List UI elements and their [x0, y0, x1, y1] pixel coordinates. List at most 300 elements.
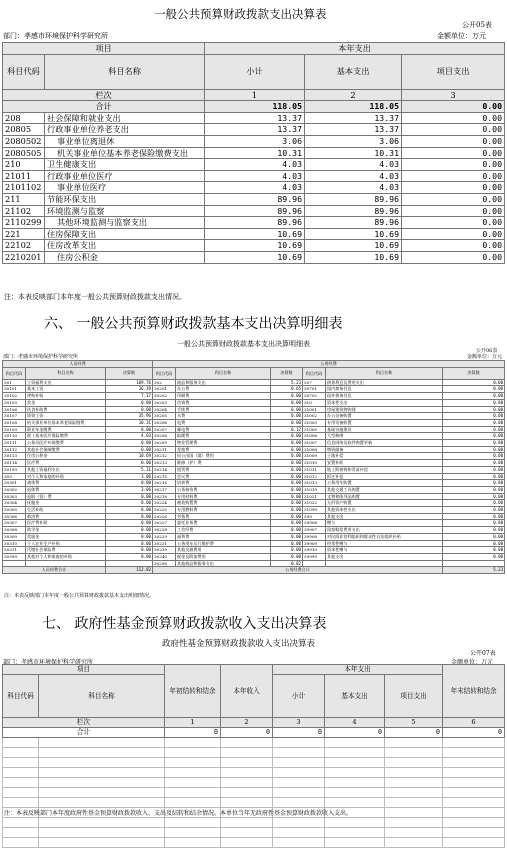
- s2-header-amount-3: 决算数: [443, 367, 505, 379]
- s2-personnel-amount: 0.00: [106, 446, 153, 453]
- s2-goods-amount: 0.65: [271, 386, 303, 393]
- s3-empty-cell: [273, 768, 325, 778]
- s3-total-income: 0: [221, 728, 273, 738]
- s1-row-basic: 89.96: [305, 193, 402, 205]
- s2-capital-name: 其他支出: [326, 513, 443, 520]
- s3-table-wrap: [2, 664, 504, 848]
- s2-goods-name: 手续费: [176, 406, 271, 413]
- s2-capital-code: 30701: [303, 386, 326, 393]
- s2-capital-code: 31007: [303, 440, 326, 447]
- s2-personnel-amount: 4.03: [106, 433, 153, 440]
- s2-row: [3, 527, 505, 534]
- s1-header-subtotal: 小计: [205, 54, 305, 89]
- s2-personnel-code: 30106: [3, 406, 26, 413]
- s1-row: [3, 170, 505, 182]
- s3-empty-cell: [325, 798, 385, 808]
- s1-row-code: 211: [3, 193, 45, 205]
- s2-public-total: 5.23: [443, 567, 505, 574]
- s3-total-basic: 0: [325, 728, 385, 738]
- s2-personnel-amount: 3.06: [106, 473, 153, 480]
- s1-row: [3, 135, 505, 147]
- s2-capital-code: 31010: [303, 460, 326, 467]
- s2-header-code-2: 科目代码: [153, 367, 176, 379]
- s3-empty-row: [3, 838, 505, 848]
- s1-dept: 部门：孝感市环境保护科学研究所: [3, 32, 108, 40]
- s3-empty-row: [3, 778, 505, 788]
- s2-personnel-code: 30311: [3, 547, 26, 554]
- s2-goods-name: 咨询费: [176, 399, 271, 406]
- s2-goods-amount: 0.00: [271, 486, 303, 493]
- s1-row-basic: 89.96: [305, 205, 402, 217]
- s3-empty-cell: [325, 778, 385, 788]
- s3-empty-cell: [385, 738, 443, 748]
- s3-empty-cell: [273, 798, 325, 808]
- s2-row: [3, 520, 505, 527]
- s1-row: [3, 193, 505, 205]
- s1-total-label: 合计: [3, 101, 205, 113]
- s2-personnel-amount: 0.00: [106, 513, 153, 520]
- s2-capital-code: 31099: [303, 507, 326, 514]
- s3-empty-cell: [385, 778, 443, 788]
- s1-header-basic: 基本支出: [305, 54, 402, 89]
- s1-row-basic: 3.06: [305, 135, 402, 147]
- s3-empty-cell: [385, 828, 443, 838]
- s2-capital-code: 39907: [303, 527, 326, 534]
- s2-personnel-code: 30101: [3, 386, 26, 393]
- s2-personnel-name: 奖励金: [26, 533, 106, 540]
- s1-row-project: 0.00: [402, 193, 505, 205]
- s1-row-basic: 10.69: [305, 228, 402, 240]
- s3-empty-cell: [39, 778, 165, 788]
- s2-capital-amount: 0.00: [443, 493, 505, 500]
- s1-rows: [3, 112, 505, 263]
- s2-personnel-code: 30102: [3, 393, 26, 400]
- s3-empty-cell: [165, 838, 221, 848]
- s3-empty-cell: [325, 828, 385, 838]
- s1-row-name: 事业单位离退休: [45, 135, 205, 147]
- s1-row-basic: 10.31: [305, 147, 402, 159]
- s2-table-code: 公开06表: [476, 348, 498, 354]
- s3-empty-cell: [273, 778, 325, 788]
- s3-empty-cell: [325, 788, 385, 798]
- s3-col-2: 2: [221, 718, 273, 728]
- s2-row: [3, 486, 505, 493]
- s3-empty-row: [3, 768, 505, 778]
- s2-personnel-code: 30103: [3, 399, 26, 406]
- s3-empty-cell: [385, 808, 443, 818]
- s2-goods-name: 专用材料费: [176, 493, 271, 500]
- s3-unit: 金额单位：万元: [451, 659, 494, 666]
- s2-goods-name: 物业管理费: [176, 440, 271, 447]
- s2-goods-name: 维修（护）费: [176, 460, 271, 467]
- s2-personnel-code: 30309: [3, 533, 26, 540]
- s2-capital-code: 39999: [303, 553, 326, 560]
- s2-row: [3, 513, 505, 520]
- s3-empty-cell: [273, 818, 325, 828]
- s1-row-name: 事业单位医疗: [45, 182, 205, 194]
- s3-empty-cell: [385, 838, 443, 848]
- s2-capital-amount: 0.00: [443, 513, 505, 520]
- s1-table-wrap: [2, 42, 504, 264]
- s1-header-project: 项目支出: [402, 54, 505, 89]
- s1-row-subtotal: 3.06: [205, 135, 305, 147]
- s2-personnel-name: 医疗费: [26, 460, 106, 467]
- s1-row-subtotal: 13.37: [205, 124, 305, 136]
- s2-goods-code: 30208: [153, 433, 176, 440]
- s2-goods-amount: 0.00: [271, 453, 303, 460]
- s3-empty-cell: [165, 798, 221, 808]
- s2-goods-code: 30216: [153, 480, 176, 487]
- s1-row-code: 2080505: [3, 147, 45, 159]
- s2-capital-amount: 0.00: [443, 540, 505, 547]
- s2-capital-amount: 0.00: [443, 413, 505, 420]
- s1-row-name: 行政事业单位医疗: [45, 170, 205, 182]
- s3-header-code: 科目代码: [3, 675, 39, 718]
- s3-empty-cell: [3, 818, 39, 828]
- s1-row-code: 22102: [3, 240, 45, 252]
- s3-empty-cell: [39, 758, 165, 768]
- s3-empty-cell: [3, 788, 39, 798]
- s3-title: 政府性基金预算财政拨款收入支出决算表: [162, 639, 316, 649]
- s2-row: [3, 399, 505, 406]
- s2-personnel-code: 30310: [3, 540, 26, 547]
- s2-personnel-amount: 0.00: [106, 540, 153, 547]
- s1-row-subtotal: 10.69: [205, 240, 305, 252]
- s2-capital-amount: 0.00: [443, 379, 505, 386]
- s2-capital-name: 信息网络及软件购置更新: [326, 440, 443, 447]
- s2-capital-code: 31009: [303, 453, 326, 460]
- s1-row-code: 2101102: [3, 182, 45, 194]
- s2-personnel-amount: 36.39: [106, 386, 153, 393]
- s3-empty-cell: [39, 738, 165, 748]
- s1-row: [3, 228, 505, 240]
- s3-empty-cell: [221, 788, 273, 798]
- s3-empty-cell: [3, 778, 39, 788]
- s1-row: [3, 124, 505, 136]
- s3-empty-cell: [221, 818, 273, 828]
- s1-row-code: 208: [3, 112, 45, 124]
- s2-header-name-1: 科目名称: [26, 367, 106, 379]
- s2-capital-name: 国内债务付息: [326, 386, 443, 393]
- s2-capital-code: 31022: [303, 500, 326, 507]
- s2-personnel-code: 30111: [3, 440, 26, 447]
- s2-personnel-name: 津贴补贴: [26, 393, 106, 400]
- s2-capital-amount: 0.00: [443, 486, 505, 493]
- s3-header-subtotal: 小计: [273, 675, 325, 718]
- s2-goods-name: 取暖费: [176, 433, 271, 440]
- s2-capital-name: 赠与: [326, 520, 443, 527]
- s2-goods-amount: 0.00: [271, 460, 303, 467]
- s3-header-project: 项目支出: [385, 675, 443, 718]
- s3-header-end: 年末结转和结余: [443, 665, 505, 718]
- s3-header-begin: 年初结转和结余: [165, 665, 221, 718]
- s2-capital-amount: 0.00: [443, 419, 505, 426]
- s2-goods-name: 电费: [176, 419, 271, 426]
- s2-row: [3, 426, 505, 433]
- s2-goods-name: 工会经费: [176, 527, 271, 534]
- s2-goods-amount: 0.00: [271, 533, 303, 540]
- s3-empty-cell: [443, 748, 505, 758]
- s1-row-subtotal: 13.37: [205, 112, 305, 124]
- s3-empty-cell: [39, 838, 165, 848]
- s1-row-name: 其他环境监测与监察支出: [45, 217, 205, 229]
- s2-capital-code: 39910: [303, 547, 326, 554]
- s2-personnel-code: 30307: [3, 520, 26, 527]
- s1-total-project: 0.00: [402, 101, 505, 113]
- s3-empty-cell: [273, 828, 325, 838]
- s2-goods-code: 30211: [153, 446, 176, 453]
- s2-row: [3, 379, 505, 386]
- s1-row-code: 20805: [3, 124, 45, 136]
- s2-row: [3, 533, 505, 540]
- s2-personnel-amount: 10.69: [106, 453, 153, 460]
- s2-capital-code: 31002: [303, 413, 326, 420]
- s1-table: [2, 42, 505, 264]
- s3-empty-row: [3, 788, 505, 798]
- s1-row-name: 住房改革支出: [45, 240, 205, 252]
- s2-goods-code: 30207: [153, 426, 176, 433]
- s3-col-4: 4: [325, 718, 385, 728]
- s2-capital-code: 310: [303, 399, 326, 406]
- s1-row-name: 社会保障和就业支出: [45, 112, 205, 124]
- s2-personnel-total: 112.82: [106, 567, 153, 574]
- section-7-heading: 七、 政府性基金预算财政拨款收入支出决算表: [42, 616, 327, 632]
- s2-personnel-name: 其他社会保障缴费: [26, 446, 106, 453]
- s3-empty-cell: [273, 838, 325, 848]
- s2-capital-amount: 0.00: [443, 433, 505, 440]
- s1-row: [3, 251, 505, 263]
- s2-personnel-name: 工资福利支出: [26, 379, 106, 386]
- s2-goods-name: 福利费: [176, 533, 271, 540]
- s3-empty-cell: [39, 818, 165, 828]
- s3-header-name: 科目名称: [39, 675, 165, 718]
- s3-col-3: 3: [273, 718, 325, 728]
- s1-col-label: 栏次: [3, 89, 205, 101]
- s2-capital-amount: 0.00: [443, 466, 505, 473]
- s2-header-amount-2: 决算数: [271, 367, 303, 379]
- s2-personnel-name: 生活补助: [26, 507, 106, 514]
- s2-capital-name: 办公设备购置: [326, 413, 443, 420]
- s2-goods-name: 印刷费: [176, 393, 271, 400]
- s2-capital-name: 债务利息及费用支出: [326, 379, 443, 386]
- s2-capital-code: [303, 560, 326, 567]
- s2-goods-name: 因公出国（境）费用: [176, 453, 271, 460]
- s2-goods-name: 其他交通费用: [176, 547, 271, 554]
- s1-row-project: 0.00: [402, 124, 505, 136]
- s1-row-project: 0.00: [402, 182, 505, 194]
- s2-personnel-code: 30304: [3, 500, 26, 507]
- s2-personnel-name: 基本工资: [26, 386, 106, 393]
- s2-goods-code: 30214: [153, 466, 176, 473]
- s3-empty-row: [3, 758, 505, 768]
- s3-empty-cell: [3, 738, 39, 748]
- s2-personnel-amount: 10.31: [106, 419, 153, 426]
- s3-empty-cell: [165, 748, 221, 758]
- s2-header-public: 公用经费: [153, 361, 505, 368]
- s3-empty-cell: [325, 818, 385, 828]
- s2-personnel-amount: 0.00: [106, 406, 153, 413]
- s2-header-amount-1: 决算数: [106, 367, 153, 379]
- s2-goods-amount: 0.00: [271, 406, 303, 413]
- s1-row-project: 0.00: [402, 228, 505, 240]
- s2-capital-code: 399: [303, 513, 326, 520]
- s2-personnel-name: 其他工资福利支出: [26, 466, 106, 473]
- s3-empty-cell: [325, 738, 385, 748]
- s2-row: [3, 460, 505, 467]
- s2-capital-amount: 0.00: [443, 446, 505, 453]
- s2-row: [3, 547, 505, 554]
- s2-row: [3, 500, 505, 507]
- s2-capital-code: 307: [303, 379, 326, 386]
- s2-goods-code: 30203: [153, 399, 176, 406]
- s2-header-name-3: 科目名称: [326, 367, 443, 379]
- s1-row-name: 住房保障支出: [45, 228, 205, 240]
- s2-personnel-name: 对个人和家庭的补助: [26, 473, 106, 480]
- s2-personnel-name: 公务员医疗补助缴费: [26, 440, 106, 447]
- s1-row-name: 环境监测与监察: [45, 205, 205, 217]
- s1-header-item: 项目: [3, 43, 205, 55]
- s3-empty-cell: [443, 738, 505, 748]
- s2-personnel-name: 职工基本医疗保险缴费: [26, 433, 106, 440]
- s2-unit: 金额单位：万元: [467, 354, 503, 360]
- s2-capital-code: 39906: [303, 520, 326, 527]
- s2-personnel-code: 30199: [3, 466, 26, 473]
- s3-empty-row: [3, 828, 505, 838]
- s2-capital-name: 无形资产购置: [326, 500, 443, 507]
- s2-capital-name: 土地补偿: [326, 453, 443, 460]
- s2-capital-name: 拆迁补偿: [326, 473, 443, 480]
- s2-capital-code: 31012: [303, 473, 326, 480]
- s3-empty-cell: [443, 768, 505, 778]
- s2-goods-name: 商品和服务支出: [176, 379, 271, 386]
- s1-row-subtotal: 89.96: [205, 217, 305, 229]
- s2-goods-name: 被装购置费: [176, 500, 271, 507]
- s3-empty-cell: [221, 738, 273, 748]
- s2-capital-code: 31008: [303, 446, 326, 453]
- s2-goods-amount: 0.00: [271, 507, 303, 514]
- s1-row: [3, 240, 505, 252]
- s3-empty-cell: [3, 798, 39, 808]
- s2-capital-amount: 0.00: [443, 406, 505, 413]
- s1-row-basic: 4.03: [305, 170, 402, 182]
- s2-row: [3, 553, 505, 560]
- s2-personnel-code: 30113: [3, 453, 26, 460]
- s2-capital-amount: 0.00: [443, 553, 505, 560]
- s1-row-subtotal: 4.03: [205, 182, 305, 194]
- s2-capital-code: 39908: [303, 533, 326, 540]
- s3-empty-cell: [443, 778, 505, 788]
- s2-goods-code: 30204: [153, 406, 176, 413]
- s2-goods-name: 公务用车运行维护费: [176, 540, 271, 547]
- s2-capital-code: 39909: [303, 540, 326, 547]
- s2-goods-code: 30231: [153, 540, 176, 547]
- s3-empty-cell: [385, 818, 443, 828]
- s2-capital-name: 对民间非营利组织和群众性自治组织补贴: [326, 533, 443, 540]
- s1-row: [3, 217, 505, 229]
- s2-goods-amount: 0.12: [271, 426, 303, 433]
- s2-capital-name: 房屋建筑物购建: [326, 406, 443, 413]
- s3-empty-cell: [273, 758, 325, 768]
- s3-col-6: 6: [443, 718, 505, 728]
- s1-row-project: 0.00: [402, 240, 505, 252]
- s1-row-subtotal: 89.96: [205, 205, 305, 217]
- s2-personnel-name: 退职（役）费: [26, 493, 106, 500]
- s2-capital-name: [326, 560, 443, 567]
- s3-note: 注：本表反映部门本年度政府性基金预算财政拨款收入、支出及结转和结余情况。本单位当年无政府性基金预算财政拨款收入支出。: [4, 810, 353, 817]
- s1-total-basic: 118.05: [305, 101, 402, 113]
- s2-capital-amount: 0.00: [443, 393, 505, 400]
- s2-personnel-amount: 3.06: [106, 486, 153, 493]
- s2-capital-amount: 0.00: [443, 547, 505, 554]
- s2-personnel-amount: 0.00: [106, 493, 153, 500]
- s2-row: [3, 540, 505, 547]
- s2-capital-name: 其他交通工具购置: [326, 486, 443, 493]
- s1-header-current: 本年支出: [205, 43, 505, 55]
- s2-personnel-name: 助学金: [26, 527, 106, 534]
- s2-capital-name: 公务用车购置: [326, 480, 443, 487]
- s2-goods-code: 30239: [153, 547, 176, 554]
- s2-goods-amount: 0.00: [271, 500, 303, 507]
- s2-goods-amount: 0.00: [271, 553, 303, 560]
- s3-empty-cell: [39, 788, 165, 798]
- s2-dept: 部门：孝感市环境保护科学研究所: [3, 354, 79, 360]
- s2-personnel-amount: 0.00: [106, 507, 153, 514]
- s3-header-item: 项目: [3, 665, 165, 675]
- s1-row-subtotal: 10.31: [205, 147, 305, 159]
- s2-goods-code: 30202: [153, 393, 176, 400]
- s2-goods-code: 302: [153, 379, 176, 386]
- s2-goods-name: 其他商品和服务支出: [176, 560, 271, 567]
- s2-goods-amount: 0.00: [271, 480, 303, 487]
- s3-empty-cell: [3, 828, 39, 838]
- s2-goods-amount: 0.00: [271, 513, 303, 520]
- s2-personnel-name: 奖金: [26, 399, 106, 406]
- s2-goods-name: 劳务费: [176, 513, 271, 520]
- s1-row: [3, 159, 505, 171]
- s3-empty-cell: [3, 838, 39, 848]
- s3-col-5: 5: [385, 718, 443, 728]
- s1-row: [3, 205, 505, 217]
- s2-personnel-amount: 0.00: [106, 520, 153, 527]
- s2-row: [3, 419, 505, 426]
- s3-empty-cell: [165, 818, 221, 828]
- s2-personnel-amount: 0.00: [106, 547, 153, 554]
- s3-header-expense: 本年支出: [273, 665, 443, 675]
- s2-capital-code: 31001: [303, 406, 326, 413]
- s2-goods-amount: 0.00: [271, 419, 303, 426]
- s2-capital-code: 31019: [303, 486, 326, 493]
- s1-row-project: 0.00: [402, 112, 505, 124]
- s1-note: 注：本表反映部门本年度一般公共预算财政拨款支出情况。: [4, 293, 186, 301]
- s3-total-project: 0: [385, 728, 443, 738]
- s3-empty-cell: [443, 788, 505, 798]
- s2-capital-code: 31005: [303, 426, 326, 433]
- s3-dept: 部门：孝感市环境保护科学研究所: [3, 659, 94, 666]
- s2-public-total-label: 公用经费合计: [153, 567, 443, 574]
- s2-goods-code: 30213: [153, 460, 176, 467]
- s2-personnel-code: 30303: [3, 493, 26, 500]
- s2-capital-amount: 0.00: [443, 426, 505, 433]
- s3-empty-cell: [325, 838, 385, 848]
- s2-goods-amount: 0.00: [271, 540, 303, 547]
- s2-personnel-code: 30308: [3, 527, 26, 534]
- s2-goods-code: 30209: [153, 440, 176, 447]
- s2-personnel-name: 伙食补助费: [26, 406, 106, 413]
- s2-capital-name: 资本性赠与: [326, 547, 443, 554]
- s3-empty-cell: [39, 798, 165, 808]
- s2-row: [3, 406, 505, 413]
- s3-empty-cell: [385, 788, 443, 798]
